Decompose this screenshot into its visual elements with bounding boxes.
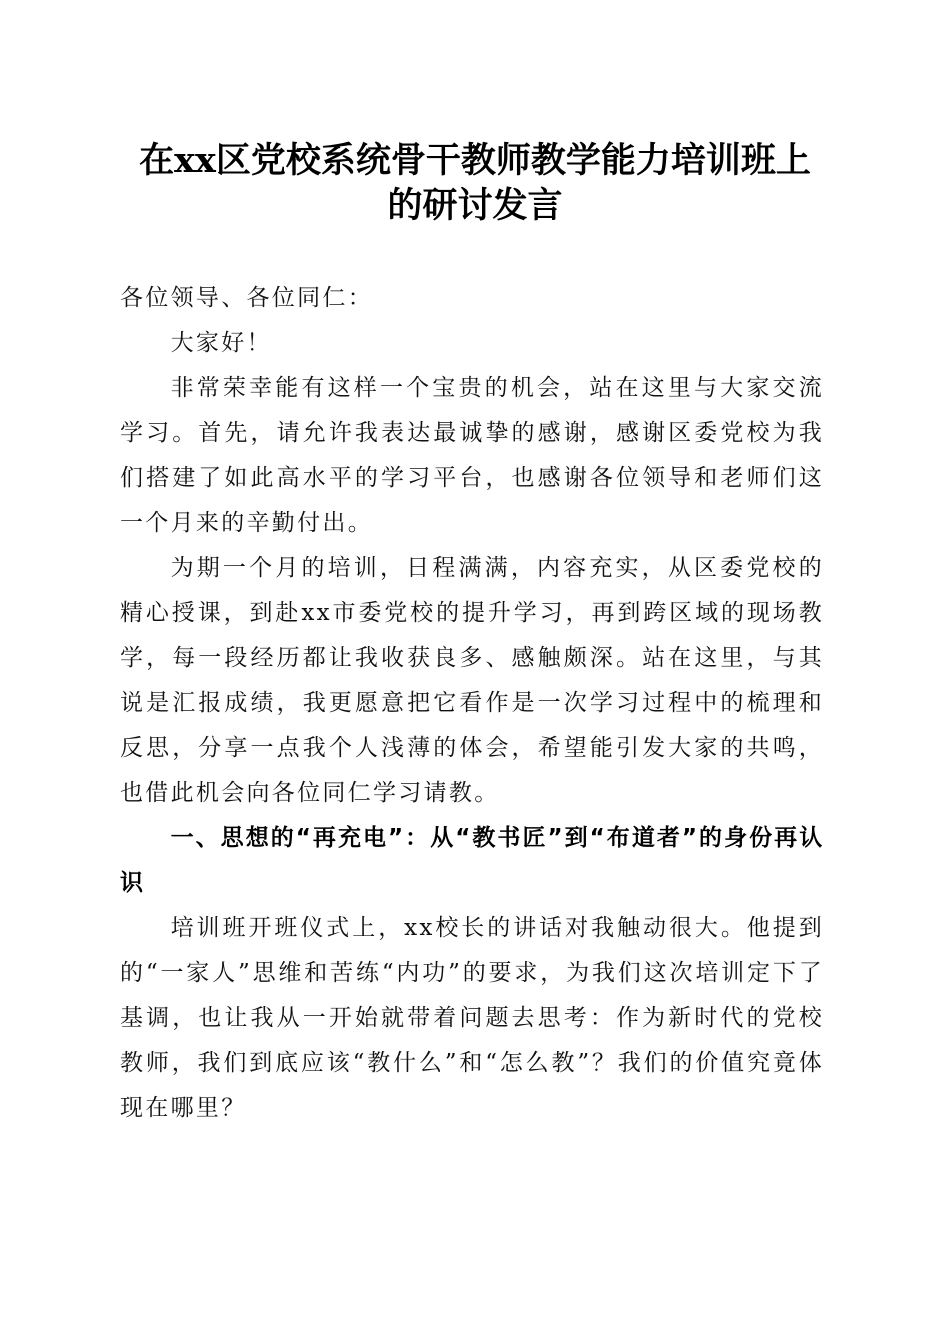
paragraph-training: 为期一个月的培训，日程满满，内容充实，从区委党校的精心授课，到赴xx市委党校的提升学习，再到跨区域的现场教学，每一段经历都让我收获良多、感触颇深。站在这里，与其说是汇报成绩，我更愿意把它看作是一次学习过程中的梳理和反思，分享一点我个人浅薄的体会，希望能引发大家的共鸣，也借此机会向各位同仁学习请教。	[120, 555, 824, 806]
title-line-2: 的研讨发言	[387, 185, 563, 226]
greeting: 大家好！	[170, 330, 272, 356]
document-title	[110, 138, 840, 228]
section-paragraph: 培训班开班仪式上，xx校长的讲话对我触动很大。他提到的“一家人”思维和苦练“内功”的要求，为我们这次培训定下了基调，也让我从一开始就带着问题去思考：作为新时代的党校教师，我们到底应该“教什么”和“怎么教”？我们的价值究竟体现在哪里？	[120, 915, 824, 1121]
paragraph-intro: 非常荣幸能有这样一个宝贵的机会，站在这里与大家交流学习。首先，请允许我表达最诚挚的感谢，感谢区委党校为我们搭建了如此高水平的学习平台，也感谢各位领导和老师们这一个月来的辛勤付出。	[120, 375, 824, 536]
salutation: 各位领导、各位同仁：	[120, 285, 373, 311]
document-body	[120, 276, 824, 1131]
title-line-1: 在xx区党校系统骨干教师教学能力培训班上	[139, 140, 811, 181]
section-heading: 一、思想的“再充电”：从“教书匠”到“布道者”的身份再认识	[120, 825, 824, 896]
